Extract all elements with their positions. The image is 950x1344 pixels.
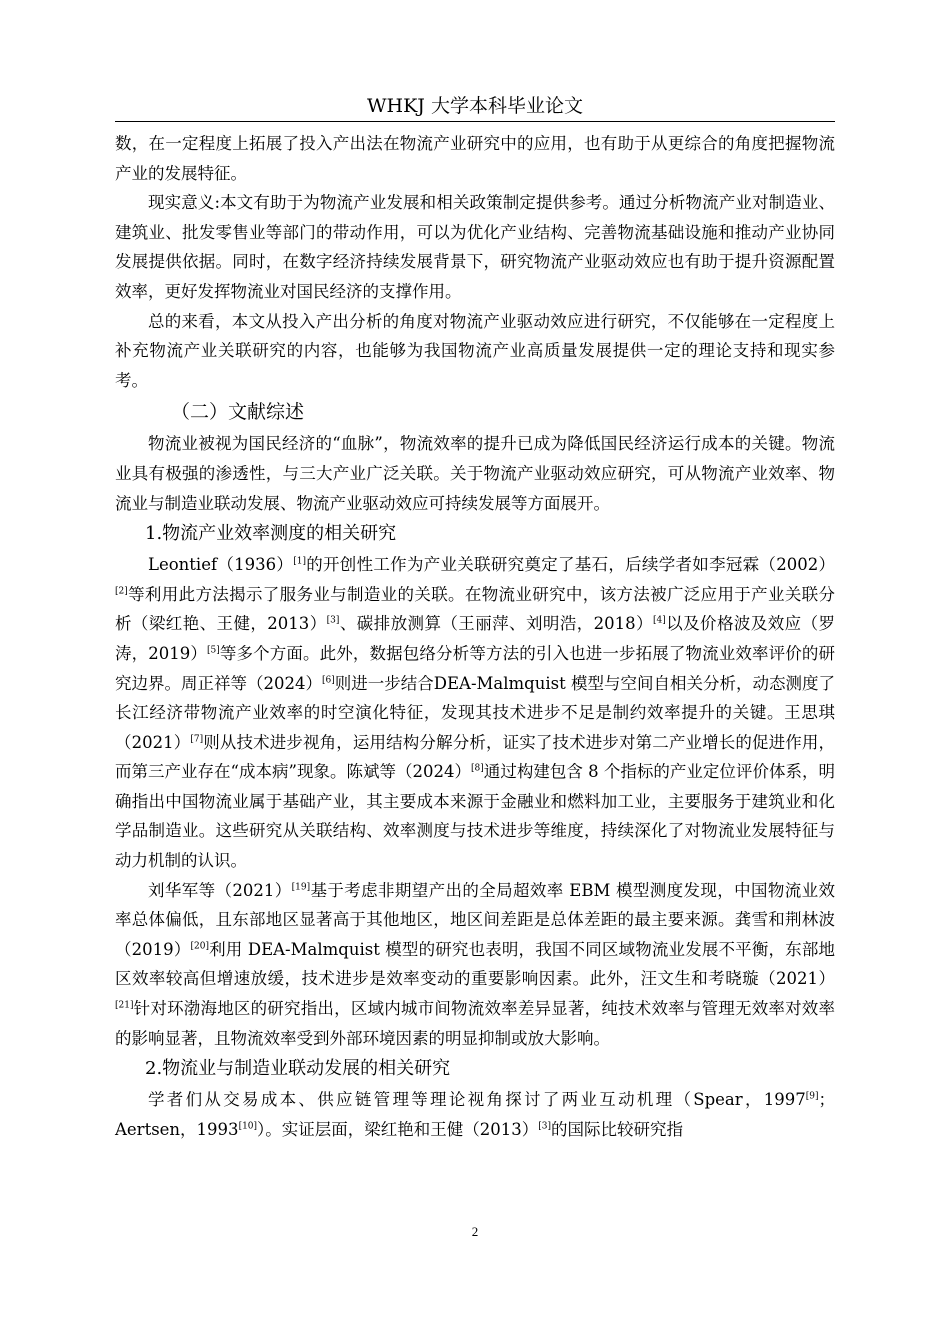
text-run: ）。实证层面，梁红艳和王健（2013） xyxy=(257,1119,539,1139)
paragraph: 总的来看，本文从投入产出分析的角度对物流产业驱动效应进行研究，不仅能够在一定程度上补充物流产业关联研究的内容，也能够为我国物流产业高质量发展提供一定的理论支持和现实参考。 xyxy=(115,311,835,390)
citation-ref: [3] xyxy=(538,1121,552,1132)
text-run: 通过构建包含 8 个指标的产业定位评价体系，明确指出中国物流业属于基础产业，其主要成本来源于金融业和燃料加工业，主要服务于建筑业和化学品制造业。这些研究从关联结构、效率测度与技术进步等维度，持续深化了对物流业发展特征与动力机制的认识。 xyxy=(115,762,835,871)
citation-ref: [19] xyxy=(291,882,311,893)
text-run: 利用 DEA-Malmquist 模型的研究也表明，我国不同区域物流业发展不平衡，东部地区效率较高但增速放缓，技术进步是效率变动的重要影响因素。此外，汪文生和考晓璇（2021） xyxy=(115,939,835,989)
header-rule xyxy=(115,121,835,122)
text-run: 等多个方面。此外，数据包络分析等方法的引入也进一步拓展了物流业效率评价的研究边界。周正祥等（2024） xyxy=(115,643,836,693)
text-run: 的国际比较研究指 xyxy=(551,1119,684,1139)
citation-ref: [3] xyxy=(326,615,340,626)
citation-ref: [7] xyxy=(190,734,204,745)
text-run: 等利用此方法揭示了服务业与制造业的关联。在物流业研究中，该方法被广泛应用于产业关联分析（梁红艳、王健，2013） xyxy=(115,584,835,634)
text-run: 以及价格波及效应（罗涛，2019） xyxy=(115,614,835,663)
citation-ref: [9] xyxy=(805,1091,819,1102)
paragraph: 物流业被视为国民经济的“血脉”，物流效率的提升已成为降低国民经济运行成本的关键。物流业具有极强的渗透性，与三大产业广泛关联。关于物流产业驱动效应研究，可从物流产业效率、物流业与制造业联动发展、物流产业驱动效应可持续发展等方面展开。 xyxy=(115,434,835,513)
text-run: 则从技术进步视角，运用结构分解分析，证实了技术进步对第二产业增长的促进作用，而第三产业存在“成本病”现象。陈斌等（2024） xyxy=(115,732,836,782)
paragraph xyxy=(115,1085,835,1144)
paragraph: 现实意义:本文有助于为物流产业发展和相关政策制定提供参考。通过分析物流产业对制造业、建筑业、批发零售业等部门的带动作用，可以为优化产业结构、完善物流基础设施和推动产业协同发展提供依据。同时，在数字经济持续发展背景下，研究物流产业驱动效应也有助于提升资源配置效率，更好发挥物流业对国民经济的支撑作用。 xyxy=(115,193,835,301)
citation-ref: [4] xyxy=(653,615,666,626)
subsection-heading: 1.物流产业效率测度的相关研究 xyxy=(145,523,397,545)
text-run: Leontief（1936） xyxy=(148,555,294,575)
section-heading: （二）文献综述 xyxy=(171,401,305,424)
text-run: 则进一步结合DEA-Malmquist 模型与空间自相关分析，动态测度了长江经济带物流产业效率的时空演化特征，发现其技术进步不足是制约效率提升的关键。王思琪（2021） xyxy=(115,673,835,752)
citation-ref: [10] xyxy=(238,1121,258,1132)
citation-ref: [2] xyxy=(115,586,128,597)
subsection-heading: 2.物流业与制造业联动发展的相关研究 xyxy=(145,1058,451,1080)
paragraph xyxy=(115,876,835,1054)
citation-ref: [1] xyxy=(293,556,306,567)
page-number: 2 xyxy=(471,1224,479,1239)
citation-ref: [6] xyxy=(322,675,335,685)
body-content xyxy=(115,129,835,1144)
text-run: 、碳排放测算（王丽萍、刘明浩，2018） xyxy=(339,614,654,634)
text-run: 刘华军等（2021） xyxy=(148,880,292,900)
text-run: 基于考虑非期望产出的全局超效率 EBM 模型测度发现，中国物流业效率总体偏低，且东部地区显著高于其他地区，地区间差距是总体差距的最主要来源。龚雪和荆林波（2019） xyxy=(115,880,835,959)
text-run: 的开创性工作为产业关联研究奠定了基石，后续学者如李冠霖（2002） xyxy=(305,555,835,575)
citation-ref: [21] xyxy=(115,1000,134,1011)
citation-ref: [8] xyxy=(471,763,484,774)
paragraph: 数，在一定程度上拓展了投入产出法在物流产业研究中的应用，也有助于从更综合的角度把握物流产业的发展特征。 xyxy=(115,134,835,183)
text-run: ；Aertsen，1993 xyxy=(115,1090,835,1139)
page-header: WHKJ 大学本科毕业论文 xyxy=(367,95,583,117)
paragraph xyxy=(115,550,835,876)
citation-ref: [20] xyxy=(190,941,209,952)
text-run: 针对环渤海地区的研究指出，区域内城市间物流效率差异显著，纯技术效率与管理无效率对效率的影响显著，且物流效率受到外部环境因素的明显抑制或放大影响。 xyxy=(115,999,835,1048)
text-run: 学者们从交易成本、供应链管理等理论视角探讨了两业互动机理（Spear，1997 xyxy=(148,1090,806,1110)
citation-ref: [5] xyxy=(207,645,220,656)
